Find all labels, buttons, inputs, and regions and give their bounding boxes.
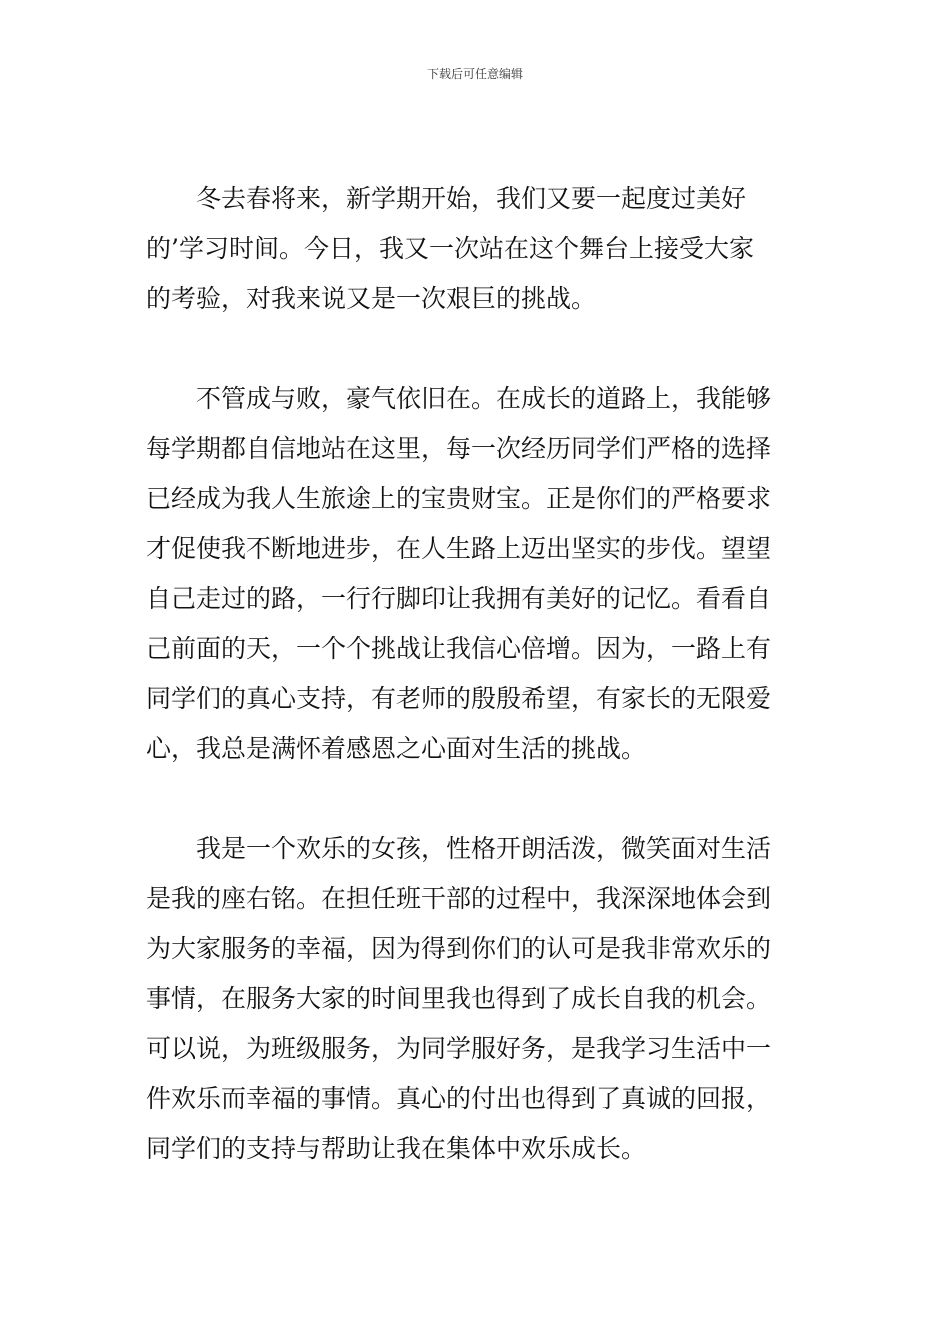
paragraph-line: 我是一个欢乐的女孩，性格开朗活泼，微笑面对生活	[196, 834, 772, 863]
paragraph-line: 事情，在服务大家的时间里我也得到了成长自我的机会。	[146, 984, 772, 1013]
paragraph-line: 心，我总是满怀着感恩之心面对生活的挑战。	[146, 734, 647, 763]
document-body	[146, 174, 806, 1174]
paragraph-line: 同学们的真心支持，有老师的殷殷希望，有家长的无限爱	[146, 684, 772, 713]
paragraph-line: 的’学习时间。今日，我又一次站在这个舞台上接受大家	[146, 234, 754, 263]
header-note: 下载后可任意编辑	[426, 67, 523, 81]
paragraph-1	[146, 174, 806, 324]
paragraph-line: 己前面的天，一个个挑战让我信心倍增。因为，一路上有	[146, 634, 772, 663]
paragraph-gap	[146, 324, 806, 374]
paragraph-2	[146, 374, 806, 774]
paragraph-line: 每学期都自信地站在这里，每一次经历同学们严格的选择	[146, 434, 772, 463]
paragraph-line: 同学们的支持与帮助让我在集体中欢乐成长。	[146, 1134, 647, 1163]
paragraph-line: 已经成为我人生旅途上的宝贵财宝。正是你们的严格要求	[146, 484, 772, 513]
paragraph-line: 冬去春将来，新学期开始，我们又要一起度过美好	[196, 184, 747, 213]
paragraph-line: 才促使我不断地进步，在人生路上迈出坚实的步伐。望望	[146, 534, 772, 563]
paragraph-line: 不管成与败，豪气依旧在。在成长的道路上，我能够	[196, 384, 772, 413]
paragraph-3	[146, 824, 806, 1174]
paragraph-line: 自己走过的路，一行行脚印让我拥有美好的记忆。看看自	[146, 584, 772, 613]
paragraph-line: 件欢乐而幸福的事情。真心的付出也得到了真诚的回报，	[146, 1084, 772, 1113]
paragraph-line: 是我的座右铭。在担任班干部的过程中，我深深地体会到	[146, 884, 772, 913]
paragraph-line: 的考验，对我来说又是一次艰巨的挑战。	[146, 284, 597, 313]
paragraph-gap	[146, 774, 806, 824]
paragraph-line: 可以说，为班级服务，为同学服好务，是我学习生活中一	[146, 1034, 772, 1063]
paragraph-line: 为大家服务的幸福，因为得到你们的认可是我非常欢乐的	[146, 934, 772, 963]
